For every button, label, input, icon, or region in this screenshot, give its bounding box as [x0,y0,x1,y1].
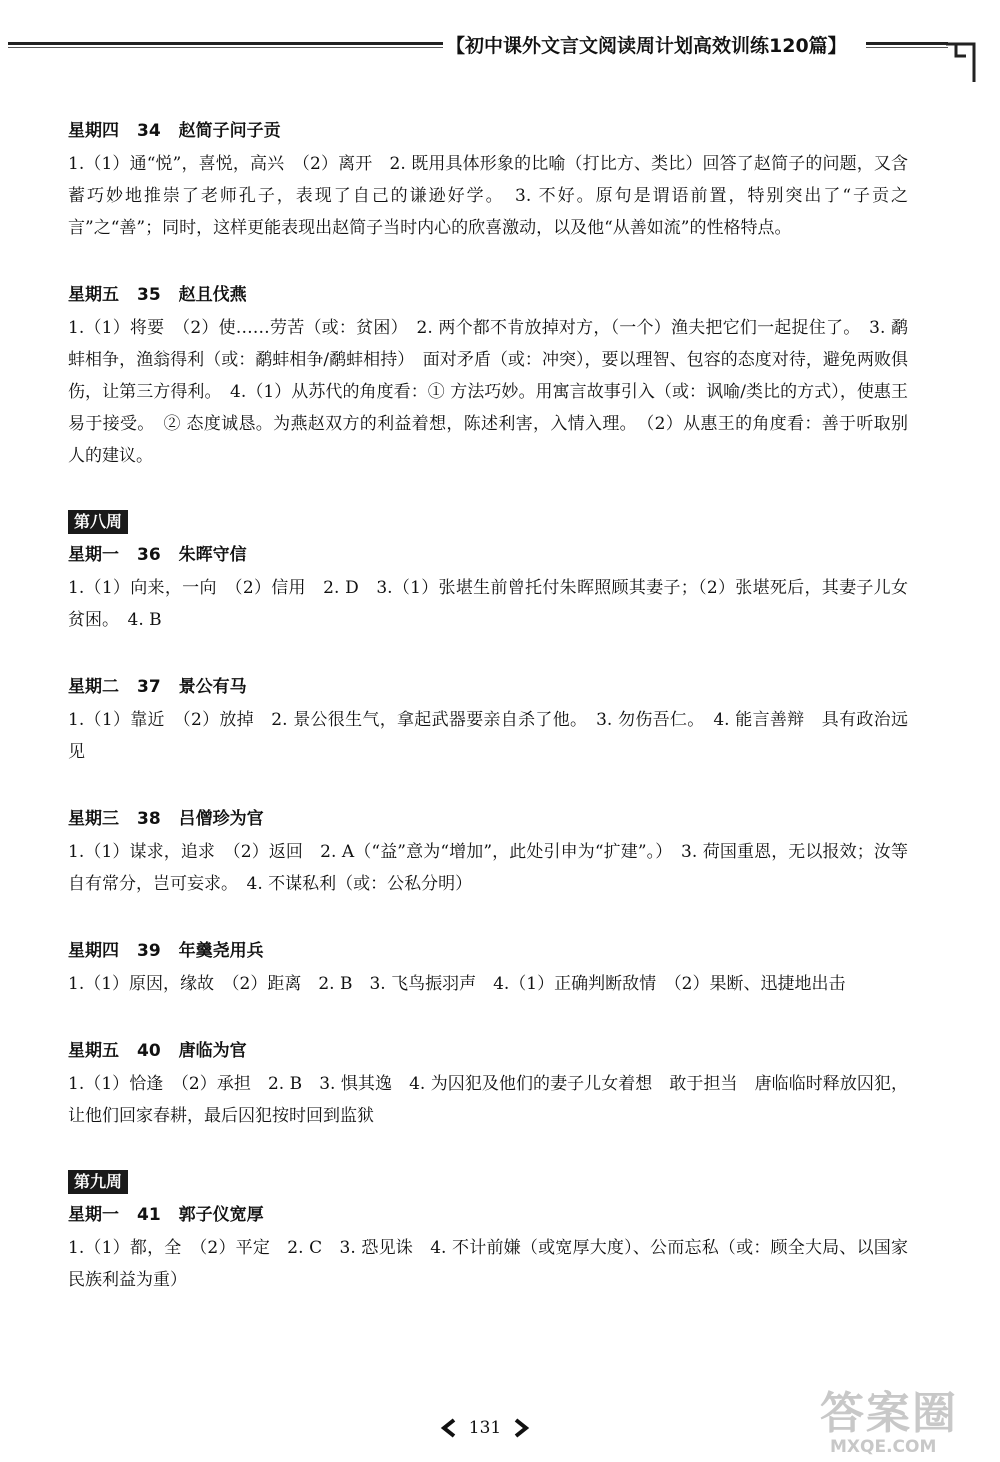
section-heading [68,118,908,144]
answer-section [68,1038,908,1132]
passage-title: 赵简子问子贡 [178,121,281,141]
watermark-logo-text: 答案圈 [820,1388,958,1439]
header-rule-right [866,42,948,45]
answer-text: 1.（1）原因，缘故 （2）距离 2. B 3. 飞鸟振羽声 4.（1）正确判断敌情 （2）果断、迅捷地出击 [68,974,846,994]
header-rule-right-thin [866,47,948,48]
passage-number: 35 [137,285,161,305]
page-header [0,0,1000,100]
passage-title: 唐临为官 [178,1041,247,1061]
watermark [820,1390,990,1460]
passage-number: 40 [137,1041,161,1061]
header-rule-left [8,42,443,45]
weekday-label: 星期一 [68,1205,119,1225]
section-heading [68,806,908,832]
passage-title: 郭子仪宽厚 [178,1205,264,1225]
weekday-label: 星期五 [68,285,119,305]
passage-title: 吕僧珍为官 [178,809,264,829]
watermark-url: MXQE.COM [830,1437,937,1457]
answer-text: 1.（1）恰逢 （2）承担 2. B 3. 惧其逸 4. 为囚犯及他们的妻子儿女着想 敢于担当 唐临临时释放囚犯，让他们回家春耕，最后囚犯按时回到监狱 [68,1074,908,1126]
passage-number: 41 [137,1205,161,1225]
passage-title: 年羹尧用兵 [178,941,264,961]
book-title: 【初中课外文言文阅读周计划高效训练120篇】 [446,35,847,57]
weekday-label: 星期三 [68,809,119,829]
section-heading [68,1038,908,1064]
passage-number: 37 [137,677,161,697]
answer-section [68,510,908,636]
section-heading [68,1202,908,1228]
answer-section [68,1170,908,1296]
passage-number: 34 [137,121,161,141]
passage-title: 景公有马 [178,677,247,697]
weekday-label: 星期四 [68,121,119,141]
answer-section [68,938,908,1000]
answer-section [68,118,908,244]
section-heading [68,282,908,308]
passage-title: 赵且伐燕 [178,285,247,305]
answer-content [68,118,908,1334]
section-heading [68,542,908,568]
answer-text: 1.（1）谋求，追求 （2）返回 2. A（“益”意为“增加”，此处引申为“扩建”。） 3. 荷国重恩，无以报效；汝等自有常分，岂可妄求。 4. 不谋私利（或：公私分明） [68,842,908,894]
answer-text: 1.（1）靠近 （2）放掉 2. 景公很生气，拿起武器要亲自杀了他。 3. 勿伤吾仁。 4. 能言善辩 具有政治远见 [68,710,908,762]
passage-number: 39 [137,941,161,961]
week-badge: 第八周 [68,510,128,534]
header-rule-left-thin [8,47,443,48]
answer-section [68,674,908,768]
passage-number: 36 [137,545,161,565]
fret-ornament-icon [944,30,984,86]
section-heading [68,674,908,700]
chevron-left-icon [440,1418,458,1438]
weekday-label: 星期五 [68,1041,119,1061]
answer-text: 1.（1）都，全 （2）平定 2. C 3. 恐见诛 4. 不计前嫌（或宽厚大度）、公而忘私（或：顾全大局、以国家民族利益为重） [68,1238,908,1290]
page-footer [440,1408,530,1448]
page-number: 131 [468,1418,502,1438]
week-badge: 第九周 [68,1170,128,1194]
chevron-right-icon [512,1418,530,1438]
weekday-label: 星期二 [68,677,119,697]
passage-number: 38 [137,809,161,829]
answer-section [68,282,908,472]
answer-section [68,806,908,900]
weekday-label: 星期一 [68,545,119,565]
answer-text: 1.（1）通“悦”，喜悦，高兴 （2）离开 2. 既用具体形象的比喻（打比方、类比）回答了赵简子的问题，又含蓄巧妙地推崇了老师孔子，表现了自己的谦逊好学。 3. 不好。原句是谓语前置，特别突出了“子贡之言”之“善”；同时，这样更能表现出赵简子当时内心的欣喜激动，以及他“从善如流”的性格特点。 [68,154,908,238]
section-heading [68,938,908,964]
passage-title: 朱晖守信 [178,545,247,565]
weekday-label: 星期四 [68,941,119,961]
answer-text: 1.（1）将要 （2）使……劳苦（或：贫困） 2. 两个都不肯放掉对方，（一个）渔夫把它们一起捉住了。 3. 鹬蚌相争，渔翁得利（或：鹬蚌相争/鹬蚌相持） 面对矛盾（或：冲突），要以理智、包容的态度对待，避免两败俱伤，让第三方得利。 4.（1）从苏代的角度看：① 方法巧妙。用寓言故事引入（或：讽喻/类比的方式），使惠王易于接受。 ② 态度诚恳。为燕赵双方的利益着想，陈述利害，入情入理。 （2）从惠王的角度看：善于听取别人的建议。 [68,318,908,466]
answer-text: 1.（1）向来，一向 （2）信用 2. D 3.（1）张堪生前曾托付朱晖照顾其妻子；（2）张堪死后，其妻子儿女贫困。 4. B [68,578,908,630]
